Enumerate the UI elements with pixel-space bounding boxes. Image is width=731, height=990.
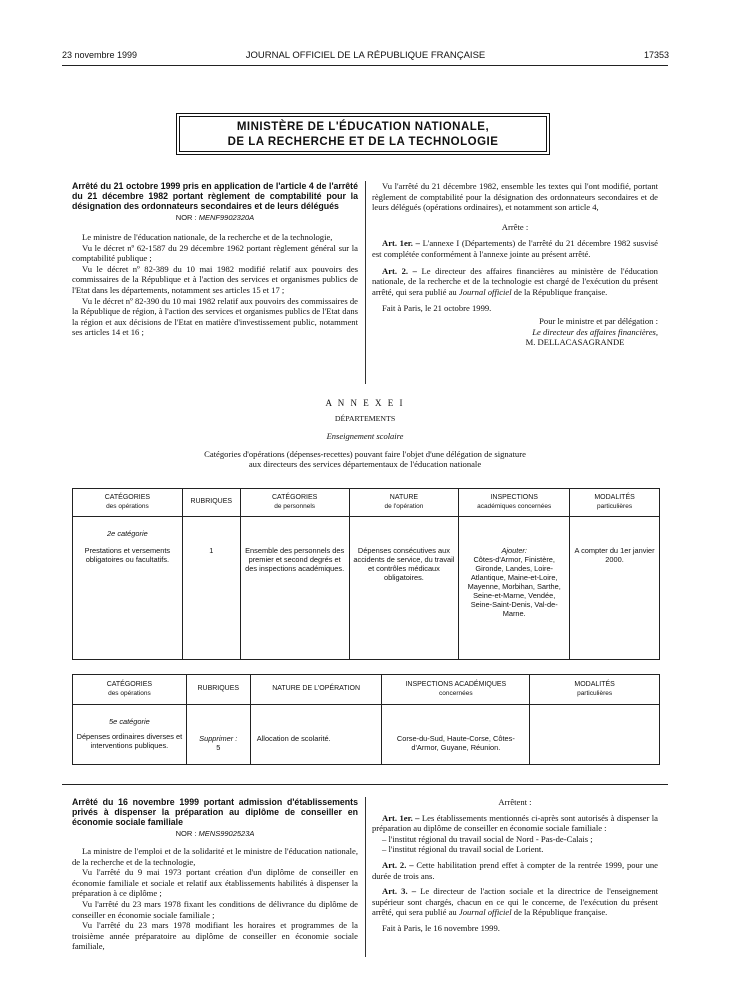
article-label: Art. 1er. – [382, 238, 420, 249]
fait-a-paris: Fait à Paris, le 21 octobre 1999. [382, 303, 492, 314]
paragraph: Vu le décret nº 82-389 du 10 mai 1982 modifié relatif aux pouvoirs des commissaires de la République et à l'action des services et organismes publics de l'Etat dans les départements, notamment ses articles 15 et 17 ; [72, 263, 358, 295]
annexe-caption [62, 449, 668, 469]
arrete2-right-column [372, 797, 658, 934]
arrete1-left-column [72, 181, 358, 338]
column-header [73, 675, 187, 705]
signature-line-2 [372, 327, 658, 338]
header-date: 23 novembre 1999 [62, 50, 138, 60]
article-text: de la République française. [513, 286, 608, 297]
article-text: de la République française. [513, 907, 608, 918]
ministry-line-2: DE LA RECHERCHE ET DE LA TECHNOLOGIE [227, 136, 499, 148]
cell-modalites: A compter du 1er janvier 2000. [570, 517, 660, 660]
table-row [73, 705, 660, 765]
article-text: L'annexe I (Départements) de l'arrêté du 21 décembre 1982 susvisé est complétée conformément à l'annexe jointe au présent arrêté. [372, 238, 658, 259]
signature-name: M. DELLACASAGRANDE [525, 337, 625, 348]
annexe-subtitle: DÉPARTEMENTS [334, 414, 396, 423]
cell-modalites [530, 705, 660, 765]
rubrique-label: Supprimer : [199, 734, 238, 743]
signature-line-1: Pour le ministre et par délégation : [539, 315, 658, 326]
table-row [73, 517, 660, 660]
arrete1-right-column [372, 181, 658, 348]
cell-operations [73, 517, 183, 660]
arrete2-left-column [72, 797, 358, 952]
section-rule [62, 784, 668, 785]
column-header [382, 675, 530, 705]
paragraph: Vu l'arrêté du 21 décembre 1982, ensemble les textes qui l'ont modifié, portant règlement de comptabilité pour la désignation des ordonnateurs secondaires et de leurs délégués (opérations ordinaires), et notamment son article 4, [372, 181, 658, 213]
journal-officiel-ref: Journal officiel [458, 907, 512, 918]
nor-code: MENS9902523A [198, 829, 255, 838]
rubrique-value: 5 [216, 743, 221, 752]
paragraph: Vu l'arrêté du 23 mars 1978 fixant les conditions de délivrance du diplôme de conseiller en économie sociale familiale ; [72, 898, 358, 920]
header-label: MODALITÉS [594, 494, 635, 501]
header-sublabel: des opérations [108, 689, 151, 697]
signature-role: Le directeur des affaires financières, [532, 326, 658, 337]
running-header [62, 50, 669, 66]
article-label: Art. 2. – [382, 265, 417, 276]
nor-label: NOR : [175, 213, 197, 222]
article-label: Art. 2. – [382, 859, 414, 870]
list-item: – l'institut régional du travail social de Lorient. [382, 844, 544, 855]
caption-line-1: Catégories d'opérations (dépenses-recettes) pouvant faire l'objet d'une délégation de signature [204, 449, 526, 459]
column-header [182, 489, 240, 517]
column-header [570, 489, 660, 517]
cell-rubrique: 1 [182, 517, 240, 660]
arrete1-nor [72, 213, 358, 222]
column-header [530, 675, 660, 705]
paragraph: Le ministre de l'éducation nationale, de la recherche et de la technologie, [82, 232, 333, 242]
article-text: Les établissements mentionnés ci-après sont autorisés à dispenser la préparation au diplôme de conseiller en économie sociale familiale : [372, 812, 658, 834]
operation-text: Dépenses ordinaires diverses et interventions publiques. [76, 732, 183, 750]
category-label: 2e catégorie [107, 529, 148, 538]
article-label: Art. 1er. – [382, 812, 420, 823]
header-sublabel: académiques concernées [477, 502, 552, 510]
column-header [459, 489, 570, 517]
header-sublabel: particulières [597, 502, 633, 510]
article-text: Le directeur de l'action sociale et la directrice de l'enseignement supérieur sont chargés, chacun en ce qui le concerne, de l'exécution du présent arrêté, qui sera publié au [372, 886, 659, 918]
column-divider [365, 797, 366, 957]
header-label: CATÉGORIES [104, 494, 151, 501]
header-page-number: 17353 [643, 50, 669, 60]
insp-text: Côtes-d'Armor, Finistère, Gironde, Landes, Loire-Atlantique, Maine-et-Loire, Mayenne, Morbihan, Sarthe, Seine-et-Marne, Vendée, Seine-Saint-Denis, Val-de-Marne. [467, 555, 561, 618]
cell-rubrique [186, 705, 250, 765]
annexe-section: Enseignement scolaire [326, 431, 404, 441]
insp-label: Ajouter: [501, 546, 527, 555]
annexe-title: A N N E X E I [325, 398, 405, 408]
arrete2-title: Arrêté du 16 novembre 1999 portant admission d'établissements privés à dispenser la préparation au diplôme de conseiller en économie sociale familiale [72, 797, 358, 827]
cell-nature: Dépenses consécutives aux accidents de service, du travail et contrôles médicaux obligatoires. [349, 517, 459, 660]
column-header [186, 675, 250, 705]
category-label: 5e catégorie [109, 717, 150, 726]
header-rule [62, 65, 668, 66]
header-label: CATÉGORIES [271, 494, 318, 501]
list-item: – l'institut régional du travail social de Nord - Pas-de-Calais ; [382, 833, 593, 844]
annexe-table-2 [72, 674, 660, 765]
table-header-row [73, 675, 660, 705]
cell-operations [73, 705, 187, 765]
header-label: INSPECTIONS [490, 494, 538, 501]
article-2 [372, 860, 658, 881]
header-sublabel: de l'opération [384, 502, 424, 510]
nor-code: MENF9902320A [198, 213, 255, 222]
article-2 [372, 266, 658, 298]
arrete-verb: Arrête : [501, 221, 529, 232]
article-3 [372, 886, 658, 918]
ministry-line-1: MINISTÈRE DE L'ÉDUCATION NATIONALE, [236, 121, 490, 133]
table-header-row [73, 489, 660, 517]
journal-officiel-ref: Journal officiel [458, 286, 512, 297]
annexe-table-1 [72, 488, 660, 660]
arrete1-visas [72, 232, 358, 338]
header-label: MODALITÉS [574, 681, 615, 688]
cell-inspections [459, 517, 570, 660]
cell-personnels: Ensemble des personnels des premier et second degrés et des inspections académiques. [240, 517, 349, 660]
column-header [240, 489, 349, 517]
fait-a-paris: Fait à Paris, le 16 novembre 1999. [382, 922, 500, 933]
arrete2-nor [72, 829, 358, 838]
arretent-verb: Arrêtent : [498, 797, 532, 807]
header-sublabel: particulières [577, 689, 613, 697]
paragraph: Vu le décret nº 82-390 du 10 mai 1982 relatif aux pouvoirs des commissaires de la République de région, à l'action des services et organismes publics de l'Etat dans la région et aux décisions de l'Etat en matière d'investissement public, notamment ses articles 14 et 16 ; [72, 295, 358, 338]
header-label: NATURE [389, 494, 419, 501]
paragraph: La ministre de l'emploi et de la solidarité et le ministre de l'éducation nationale, de la recherche et de la technologie, [72, 846, 358, 867]
article-1 [372, 813, 658, 834]
ministry-title [179, 116, 547, 152]
paragraph: Vu l'arrêté du 9 mai 1973 portant création d'un diplôme de conseiller en économie familiale et sociale et relatif aux établissements habilités à dispenser la préparation à ce diplôme ; [72, 867, 358, 899]
arrete1-title: Arrêté du 21 octobre 1999 pris en application de l'article 4 de l'arrêté du 21 décembre 1982 portant règlement de comptabilité pour la désignation des ordonnateurs secondaires et de leurs délégués [72, 181, 358, 211]
article-text: Le directeur des affaires financières au ministère de l'éducation nationale, de la recherche et de la technologie est chargé de l'exécution du présent arrêté, qui sera publié au [372, 265, 658, 297]
header-label: RUBRIQUES [197, 685, 240, 693]
header-sublabel: concernées [439, 689, 473, 697]
header-label: INSPECTIONS ACADÉMIQUES [405, 681, 507, 688]
article-label: Art. 3. – [382, 886, 417, 897]
column-divider [365, 181, 366, 384]
nor-label: NOR : [175, 829, 197, 838]
operation-text: Prestations et versements obligatoires ou facultatifs. [84, 546, 171, 564]
caption-line-2: aux directeurs des services départementaux de l'éducation nationale [248, 459, 482, 469]
arrete2-visas [72, 846, 358, 952]
header-journal-title: JOURNAL OFFICIEL DE LA RÉPUBLIQUE FRANÇAISE [245, 50, 486, 61]
header-label: CATÉGORIES [106, 681, 153, 688]
cell-inspections: Corse-du-Sud, Haute-Corse, Côtes-d'Armor, Guyane, Réunion. [382, 705, 530, 765]
header-label: RUBRIQUES [190, 498, 233, 506]
column-header [73, 489, 183, 517]
paragraph: Vu le décret nº 62-1587 du 29 décembre 1962 portant règlement général sur la comptabilité publique ; [72, 242, 358, 264]
article-1 [372, 238, 658, 259]
header-sublabel: des opérations [106, 502, 149, 510]
article-text: Cette habilitation prend effet à compter de la rentrée 1999, pour une durée de trois ans. [372, 859, 658, 881]
header-sublabel: de personnels [274, 502, 316, 510]
column-header [250, 675, 382, 705]
header-label: NATURE DE L'OPÉRATION [272, 685, 361, 693]
annexe-heading [62, 397, 668, 469]
paragraph: Vu l'arrêté du 23 mars 1978 modifiant les horaires et programmes de la troisième année préparatoire au diplôme de conseiller en économie sociale familiale, [72, 920, 358, 952]
cell-nature: Allocation de scolarité. [250, 705, 382, 765]
ministry-box [176, 113, 550, 155]
column-header [349, 489, 459, 517]
